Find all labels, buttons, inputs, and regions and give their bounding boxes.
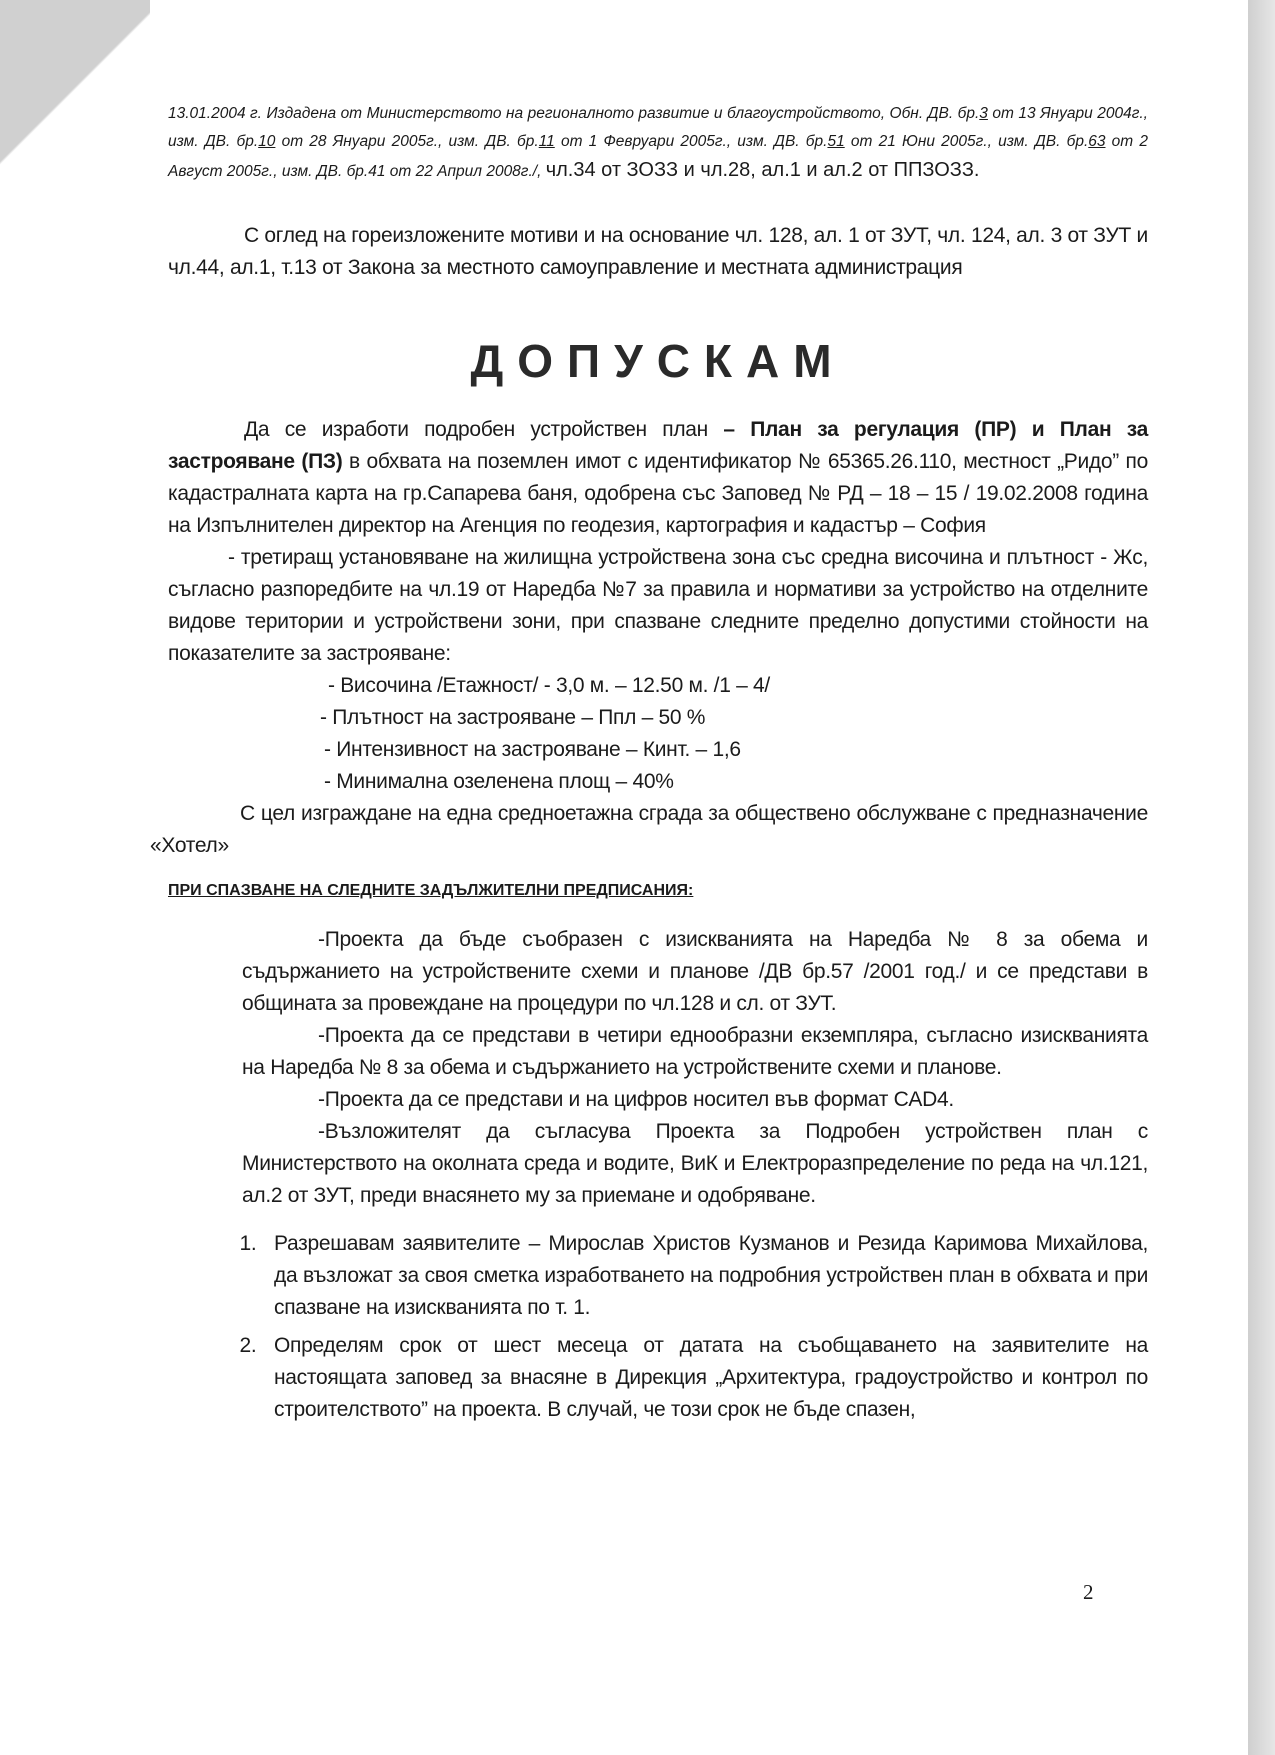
purpose-paragraph: С цел изграждане на една средноетажна сграда за обществено обслужване с предназначение «Хотел» — [150, 802, 1148, 857]
document-heading: ДОПУСКАМ — [470, 335, 846, 387]
requirements-title: ПРИ СПАЗВАНЕ НА СЛЕДНИТЕ ЗАДЪЛЖИТЕЛНИ ПРЕДПИСАНИЯ: — [168, 882, 694, 899]
requirement-item: -Проекта да бъде съобразен с изискванията на Наредба № 8 за обема и съдържанието на устройствените схеми и планове /ДВ бр.57 /2001 год./ и се представи в общината за провеждане на процедури по чл.128 и сл. от ЗУТ. — [242, 928, 1148, 1015]
scan-corner-fold — [0, 0, 150, 180]
motives-paragraph: С оглед на гореизложените мотиви и на основание чл. 128, ал. 1 от ЗУТ, чл. 124, ал. 3 от ЗУТ и чл.44, ал.1, т.13 от Закона за местното самоуправление и местната администрация — [168, 224, 1148, 279]
scan-edge — [1248, 0, 1275, 1755]
plan-paragraph: Да се изработи подробен устройствен план – План за регулация (ПР) и План за застрояване (ПЗ) в обхвата на поземлен имот с идентификатор № 65365.26.110, местност „Ридо” по кадастралната карта на гр.Сапарева баня, одобрена със Заповед № РД – 18 – 15 / 19.02.2008 година на Изпълнителен директор на Агенция по геодезия, картография и кадастър – София — [168, 418, 1148, 537]
indicators-list — [320, 670, 1148, 798]
requirement-item: -Проекта да се представи и на цифров носител във формат CAD4. — [318, 1088, 954, 1111]
page-number: 2 — [1083, 1580, 1094, 1604]
requirement-item: -Проекта да се представи в четири еднообразни екземпляра, съгласно изискванията на Наредба № 8 за обема и съдържанието на устройствените схеми и планове. — [242, 1024, 1148, 1079]
zone-paragraph: - третиращ установяване на жилищна устройствена зона със средна височина и плътност - Жс, съгласно разпоредбите на чл.19 от Наредба №7 за правила и нормативи за устройство на отделните видове територии и устройствени зони, при спазване следните пределно допустими стойности на показателите за застрояване: — [168, 546, 1148, 665]
requirement-item: -Възложителят да съгласува Проекта за Подробен устройствен план с Министерството на околната среда и водите, ВиК и Електроразпределение по реда на чл.121, ал.2 от ЗУТ, преди внасянето му за приемане и одобряване. — [242, 1120, 1148, 1207]
numbered-provisions — [168, 1228, 1148, 1426]
provision-item-1: 1. Разрешавам заявителите – Мирослав Христов Кузманов и Резида Каримова Михайлова, да възложат за своя сметка изработването на подробния устройствен план в обхвата и при спазване на изискванията по т. 1. — [262, 1228, 1148, 1324]
legal-references-intro: 13.01.2004 г. Издадена от Министерството на регионалното развитие и благоустройството, Обн. ДВ. бр.3 от 13 Януари 2004г., изм. ДВ. бр.10 от 28 Януари 2005г., изм. ДВ. бр.11 от 1 Февруари 2005г., изм. ДВ. бр.51 от 21 Юни 2005г., изм. ДВ. бр.63 от 2 Август 2005г., изм. ДВ. бр.41 от 22 Април 2008г./, чл.34 от ЗОЗЗ и чл.28, ал.1 и ал.2 от ППЗОЗЗ. — [168, 105, 1149, 181]
indicator-density: - Плътност на застрояване – Ппл – 50 % — [320, 706, 706, 729]
provision-item-2: 2. Определям срок от шест месеца от датата на съобщаването на заявителите на настоящата заповед за внасяне в Дирекция „Архитектура, градоустройство и контрол по строителството” на проекта. В случай, че този срок не бъде спазен, — [262, 1330, 1148, 1426]
indicator-height: - Височина /Етажност/ - 3,0 м. – 12.50 м. /1 – 4/ — [328, 674, 770, 697]
document-body — [150, 100, 1149, 1432]
indicator-green-area: - Минимална озеленена площ – 40% — [324, 770, 674, 793]
requirements-list — [242, 924, 1148, 1212]
indicator-intensity: - Интензивност на застрояване – Кинт. – 1,6 — [324, 738, 741, 761]
